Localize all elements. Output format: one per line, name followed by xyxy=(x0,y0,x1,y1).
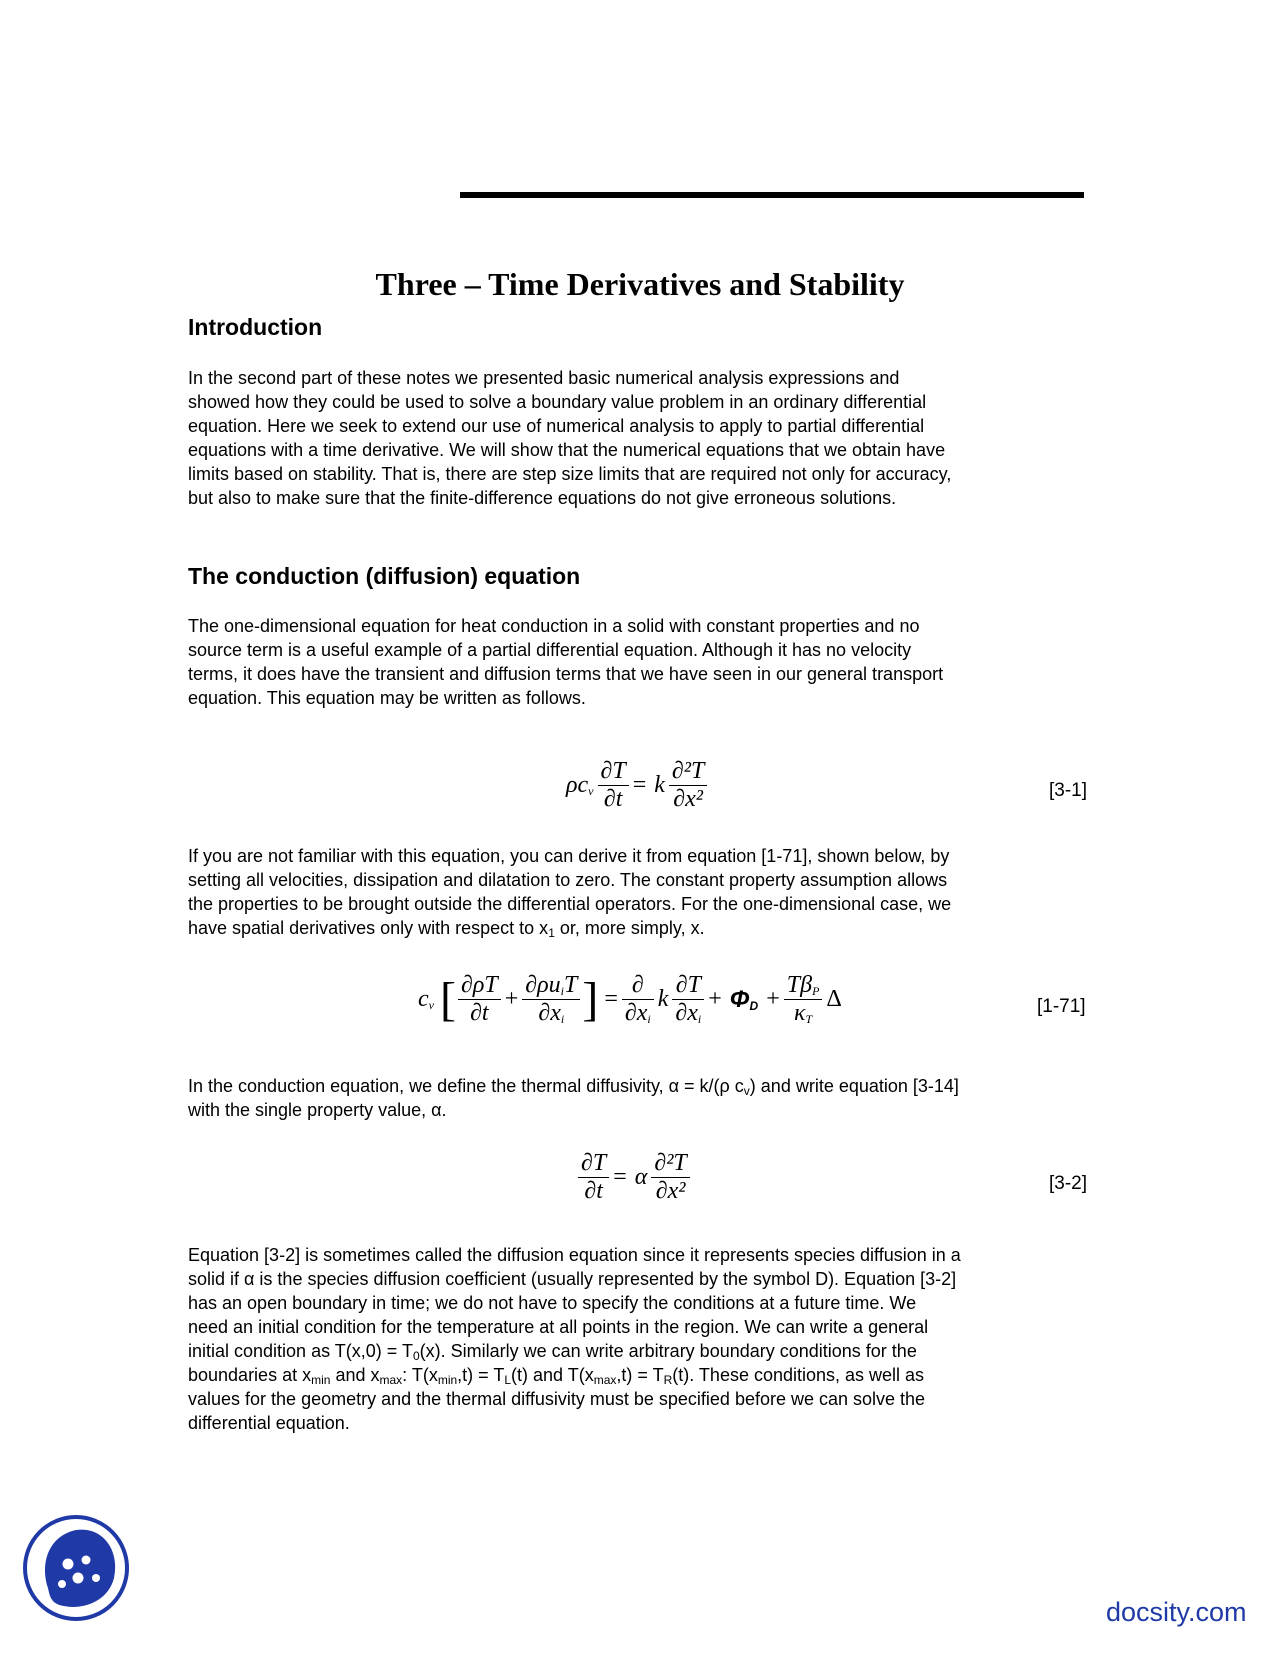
eq-operator: = xyxy=(632,772,647,798)
equation-number: [3-1] xyxy=(1049,780,1088,801)
text-line: equation. This equation may be written as follows. xyxy=(188,688,586,708)
derivation-paragraph xyxy=(188,844,1098,940)
header-rule xyxy=(460,192,1084,198)
docsity-brand-link[interactable]: docsity.com xyxy=(1106,1597,1247,1627)
eq-bracket: [ xyxy=(439,973,456,1026)
text-line: differential equation. xyxy=(188,1413,350,1433)
eq-term: $c_v$ xyxy=(418,986,434,1012)
section-heading-conduction: The conduction (diffusion) equation xyxy=(188,563,581,589)
page-title: Three – Time Derivatives and Stability xyxy=(375,266,905,302)
eq-fraction: $\frac{\partial\rho T}{\partial t}$ xyxy=(458,972,501,1027)
equation-3-2 xyxy=(578,1150,690,1205)
eq-fraction: $\frac{\partial T}{\partial x_i}$ xyxy=(672,972,704,1027)
text-line: equation. Here we seek to extend our use of numerical analysis to apply to partial differential xyxy=(188,416,925,436)
eq-term: k xyxy=(657,986,669,1012)
eq-fraction: $\frac{\partial T}{\partial t}$ xyxy=(598,758,629,813)
eq-term: k xyxy=(654,772,665,798)
text-line: boundaries at $x_{min}$ and $x_{max}$: $T(x_{min},t) = T_L(t)$ and $T(x_{max},t) = T_R(t)$. These conditions, as well as xyxy=(188,1365,925,1387)
eq-term: $\rho c_v$ xyxy=(566,772,594,798)
diffusion-equation-paragraph xyxy=(188,1243,1098,1435)
equation-number: [1-71] xyxy=(1037,996,1086,1017)
eq-fraction: $\frac{\text{∂²T}}{\text{∂x²}}$ xyxy=(651,1150,689,1205)
equation-1-71 xyxy=(414,972,846,1027)
text-line: but also to make sure that the finite-difference equations do not give erroneous solutions. xyxy=(188,488,897,508)
text-line: limits based on stability. That is, there are step size limits that are required not only for accuracy, xyxy=(188,464,952,484)
text-line: need an initial condition for the temperature at all points in the region. We can write a general xyxy=(188,1317,929,1337)
text-line: source term is a useful example of a partial differential equation. Although it has no velocity xyxy=(188,640,912,660)
conduction-paragraph xyxy=(188,614,1098,710)
text-line: terms, it does have the transient and diffusion terms that we have seen in our general transport xyxy=(188,664,944,684)
docsity-logo-icon[interactable] xyxy=(22,1514,130,1622)
eq-operator: + xyxy=(766,986,780,1012)
eq-operator: = xyxy=(613,1164,627,1190)
section-heading-introduction: Introduction xyxy=(188,314,323,340)
eq-fraction: $\frac{\partial\rho u_iT}{\partial x_i}$ xyxy=(522,972,580,1027)
text-line: has an open boundary in time; we do not have to specify the conditions at a future time. We xyxy=(188,1293,917,1313)
text-line: Equation [3-2] is sometimes called the diffusion equation since it represents species diffusion in a xyxy=(188,1245,961,1265)
eq-fraction: $\frac{\partial T}{\partial t}$ xyxy=(578,1150,609,1205)
text-line: values for the geometry and the thermal diffusivity must be specified before we can solve the xyxy=(188,1389,926,1409)
eq-fraction: $\frac{T\beta_P}{\kappa_T}$ xyxy=(784,972,823,1027)
text-line: have spatial derivatives only with respect to $x_1$ or, more simply, x. xyxy=(188,918,705,940)
text-line: equations with a time derivative. We will show that the numerical equations that we obtain have xyxy=(188,440,946,460)
eq-fraction: $\frac{\partial}{\partial x_i}$ xyxy=(622,972,654,1027)
eq-operator: + xyxy=(708,986,722,1012)
text-line: The one-dimensional equation for heat conduction in a solid with constant properties and no xyxy=(188,616,920,636)
text-line: If you are not familiar with this equation, you can derive it from equation [1-71], shown below, by xyxy=(188,846,950,866)
text-line: In the second part of these notes we presented basic numerical analysis expressions and xyxy=(188,368,900,388)
text-line: the properties to be brought outside the differential operators. For the one-dimensional case, we xyxy=(188,894,952,914)
diffusivity-paragraph xyxy=(188,1074,1098,1122)
eq-bracket: ] xyxy=(582,973,599,1026)
eq-term: α xyxy=(634,1164,648,1190)
eq-term: Δ xyxy=(826,986,842,1012)
eq-fraction: $\frac{\text{∂²T}}{\text{∂x²}}$ xyxy=(669,758,707,813)
intro-paragraph xyxy=(188,366,1098,510)
text-line: initial condition as $T(x,0) = T_0(x)$. Similarly we can write arbitrary boundary conditions for the xyxy=(188,1341,917,1363)
equation-3-1 xyxy=(562,758,707,813)
text-line: solid if α is the species diffusion coefficient (usually represented by the symbol D). Equation [3-2] xyxy=(188,1269,957,1289)
eq-operator: = xyxy=(604,986,618,1012)
text-line: setting all velocities, dissipation and dilatation to zero. The constant property assumption allows xyxy=(188,870,948,890)
text-line: In the conduction equation, we define the thermal diffusivity, α = k/(ρ $c_v$) and write equation [3-14] xyxy=(188,1076,959,1098)
eq-operator: + xyxy=(504,986,519,1012)
text-line: showed how they could be used to solve a boundary value problem in an ordinary differential xyxy=(188,392,927,412)
eq-term: $\Phi_D$ xyxy=(729,985,759,1013)
text-line: with the single property value, α. xyxy=(188,1100,447,1120)
equation-number: [3-2] xyxy=(1049,1173,1088,1194)
